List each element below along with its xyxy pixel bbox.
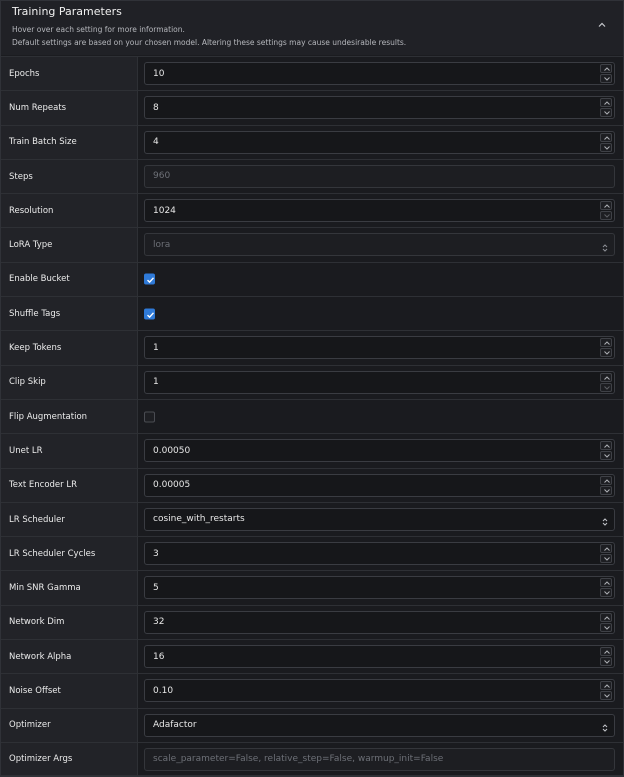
clip-skip-input[interactable]: [144, 371, 615, 394]
lora-type-value: lora: [153, 239, 171, 250]
panel-warning: Default settings are based on your chosen model. Altering these settings may cause undesirable results.: [12, 38, 407, 47]
select-arrows-icon: [601, 239, 609, 251]
flip-augmentation-checkbox[interactable]: [144, 411, 155, 422]
network-dim-input[interactable]: [144, 611, 615, 634]
keep-tokens-stepper[interactable]: [600, 338, 613, 357]
unet-lr-value: 0.00050: [153, 445, 191, 456]
epochs-input[interactable]: [144, 62, 615, 85]
row-unet-lr: [1, 433, 623, 467]
min-snr-gamma-stepper[interactable]: [600, 578, 613, 597]
resolution-label: Resolution: [9, 205, 54, 216]
chevron-down-icon[interactable]: [600, 74, 612, 83]
checkmark-icon: [146, 310, 155, 319]
lr-scheduler-cycles-value: 3: [153, 548, 159, 559]
chevron-down-icon[interactable]: [600, 348, 612, 357]
panel-header[interactable]: [1, 1, 623, 55]
lora-type-label: LoRA Type: [9, 240, 53, 251]
noise-offset-label: Noise Offset: [9, 685, 61, 696]
noise-offset-value: 0.10: [153, 685, 174, 696]
chevron-up-icon[interactable]: [600, 613, 612, 622]
resolution-input[interactable]: [144, 199, 615, 222]
row-keep-tokens: [1, 330, 623, 364]
chevron-down-icon[interactable]: [600, 486, 612, 495]
network-alpha-label: Network Alpha: [9, 651, 72, 662]
epochs-stepper[interactable]: [600, 64, 613, 83]
chevron-up-icon[interactable]: [600, 441, 612, 450]
network-dim-label: Network Dim: [9, 617, 65, 628]
noise-offset-input[interactable]: [144, 679, 615, 702]
row-steps: [1, 159, 623, 193]
row-lora-type: [1, 227, 623, 261]
select-arrows-icon: [601, 513, 609, 525]
row-optimizer: [1, 708, 623, 742]
optimizer-select[interactable]: [144, 714, 615, 737]
row-lr-scheduler-cycles: [1, 536, 623, 570]
row-shuffle-tags: [1, 296, 623, 330]
min-snr-gamma-input[interactable]: [144, 576, 615, 599]
chevron-down-icon[interactable]: [600, 657, 612, 666]
text-encoder-lr-input[interactable]: [144, 474, 615, 497]
row-enable-bucket: [1, 262, 623, 296]
enable-bucket-label: Enable Bucket: [9, 274, 70, 285]
chevron-up-icon[interactable]: [600, 681, 612, 690]
num-repeats-value: 8: [153, 102, 159, 113]
epochs-value: 10: [153, 68, 165, 79]
num-repeats-input[interactable]: [144, 96, 615, 119]
row-min-snr-gamma: [1, 570, 623, 604]
num-repeats-stepper[interactable]: [600, 98, 613, 117]
chevron-up-icon[interactable]: [600, 578, 612, 587]
keep-tokens-value: 1: [153, 342, 159, 353]
row-network-dim: [1, 605, 623, 639]
lr-scheduler-cycles-label: LR Scheduler Cycles: [9, 548, 96, 559]
row-flip-augmentation: [1, 399, 623, 433]
optimizer-args-label: Optimizer Args: [9, 754, 73, 765]
checkmark-icon: [146, 276, 155, 285]
chevron-up-icon[interactable]: [600, 544, 612, 553]
train-batch-size-label: Train Batch Size: [9, 137, 77, 148]
optimizer-args-input[interactable]: [144, 748, 615, 771]
enable-bucket-checkbox[interactable]: [144, 274, 155, 285]
noise-offset-stepper[interactable]: [600, 681, 613, 700]
chevron-up-icon[interactable]: [600, 476, 612, 485]
train-batch-size-stepper[interactable]: [600, 133, 613, 152]
row-train-batch-size: [1, 125, 623, 159]
network-alpha-value: 16: [153, 651, 165, 662]
flip-augmentation-label: Flip Augmentation: [9, 411, 88, 422]
lr-scheduler-cycles-stepper[interactable]: [600, 544, 613, 563]
lr-scheduler-select[interactable]: [144, 508, 615, 531]
chevron-up-icon[interactable]: [600, 338, 612, 347]
optimizer-label: Optimizer: [9, 720, 51, 731]
row-lr-scheduler: [1, 502, 623, 536]
keep-tokens-input[interactable]: [144, 336, 615, 359]
clip-skip-stepper[interactable]: [600, 373, 613, 392]
num-repeats-label: Num Repeats: [9, 102, 67, 113]
network-alpha-stepper[interactable]: [600, 647, 613, 666]
lora-type-select: [144, 233, 615, 256]
row-num-repeats: [1, 90, 623, 124]
text-encoder-lr-label: Text Encoder LR: [9, 480, 77, 491]
lr-scheduler-value: cosine_with_restarts: [153, 514, 245, 525]
clip-skip-value: 1: [153, 377, 159, 388]
chevron-up-icon[interactable]: [600, 647, 612, 656]
unet-lr-label: Unet LR: [9, 445, 43, 456]
network-alpha-input[interactable]: [144, 645, 615, 668]
text-encoder-lr-value: 0.00005: [153, 480, 191, 491]
min-snr-gamma-value: 5: [153, 582, 159, 593]
chevron-down-icon[interactable]: [600, 691, 612, 700]
select-arrows-icon: [601, 719, 609, 731]
chevron-down-icon[interactable]: [600, 623, 612, 632]
keep-tokens-label: Keep Tokens: [9, 343, 62, 354]
panel-hint: Hover over each setting for more information.: [12, 25, 185, 34]
min-snr-gamma-label: Min SNR Gamma: [9, 583, 81, 594]
chevron-up-icon[interactable]: [600, 201, 612, 210]
steps-value: 960: [153, 171, 171, 182]
optimizer-value: Adafactor: [153, 720, 197, 731]
unet-lr-input[interactable]: [144, 439, 615, 462]
chevron-down-icon[interactable]: [600, 588, 612, 597]
row-optimizer-args: [1, 742, 623, 776]
train-batch-size-value: 4: [153, 137, 159, 148]
text-encoder-lr-stepper[interactable]: [600, 476, 613, 495]
lr-scheduler-label: LR Scheduler: [9, 514, 65, 525]
parameter-rows: [1, 56, 623, 776]
row-clip-skip: [1, 365, 623, 399]
train-batch-size-input[interactable]: [144, 131, 615, 154]
row-noise-offset: [1, 673, 623, 707]
chevron-down-icon[interactable]: [600, 554, 612, 563]
optimizer-args-placeholder: scale_parameter=False, relative_step=False, warmup_init=False: [153, 754, 444, 765]
network-dim-value: 32: [153, 617, 165, 628]
row-epochs: [1, 56, 623, 90]
chevron-up-icon[interactable]: [595, 18, 609, 32]
chevron-down-icon[interactable]: [600, 451, 612, 460]
steps-label: Steps: [9, 171, 33, 182]
chevron-down-icon[interactable]: [600, 211, 612, 220]
unet-lr-stepper[interactable]: [600, 441, 613, 460]
resolution-value: 1024: [153, 205, 176, 216]
shuffle-tags-label: Shuffle Tags: [9, 308, 61, 319]
network-dim-stepper[interactable]: [600, 613, 613, 632]
row-text-encoder-lr: [1, 468, 623, 502]
clip-skip-label: Clip Skip: [9, 377, 46, 388]
chevron-down-icon[interactable]: [600, 143, 612, 152]
panel-title: Training Parameters: [12, 5, 122, 18]
chevron-up-icon[interactable]: [600, 64, 612, 73]
chevron-up-icon[interactable]: [600, 98, 612, 107]
lr-scheduler-cycles-input[interactable]: [144, 542, 615, 565]
shuffle-tags-checkbox[interactable]: [144, 308, 155, 319]
steps-input: [144, 165, 615, 188]
chevron-down-icon[interactable]: [600, 108, 612, 117]
chevron-up-icon[interactable]: [600, 133, 612, 142]
epochs-label: Epochs: [9, 68, 40, 79]
chevron-down-icon[interactable]: [600, 383, 612, 392]
chevron-up-icon[interactable]: [600, 373, 612, 382]
resolution-stepper[interactable]: [600, 201, 613, 220]
row-resolution: [1, 193, 623, 227]
row-network-alpha: [1, 639, 623, 673]
